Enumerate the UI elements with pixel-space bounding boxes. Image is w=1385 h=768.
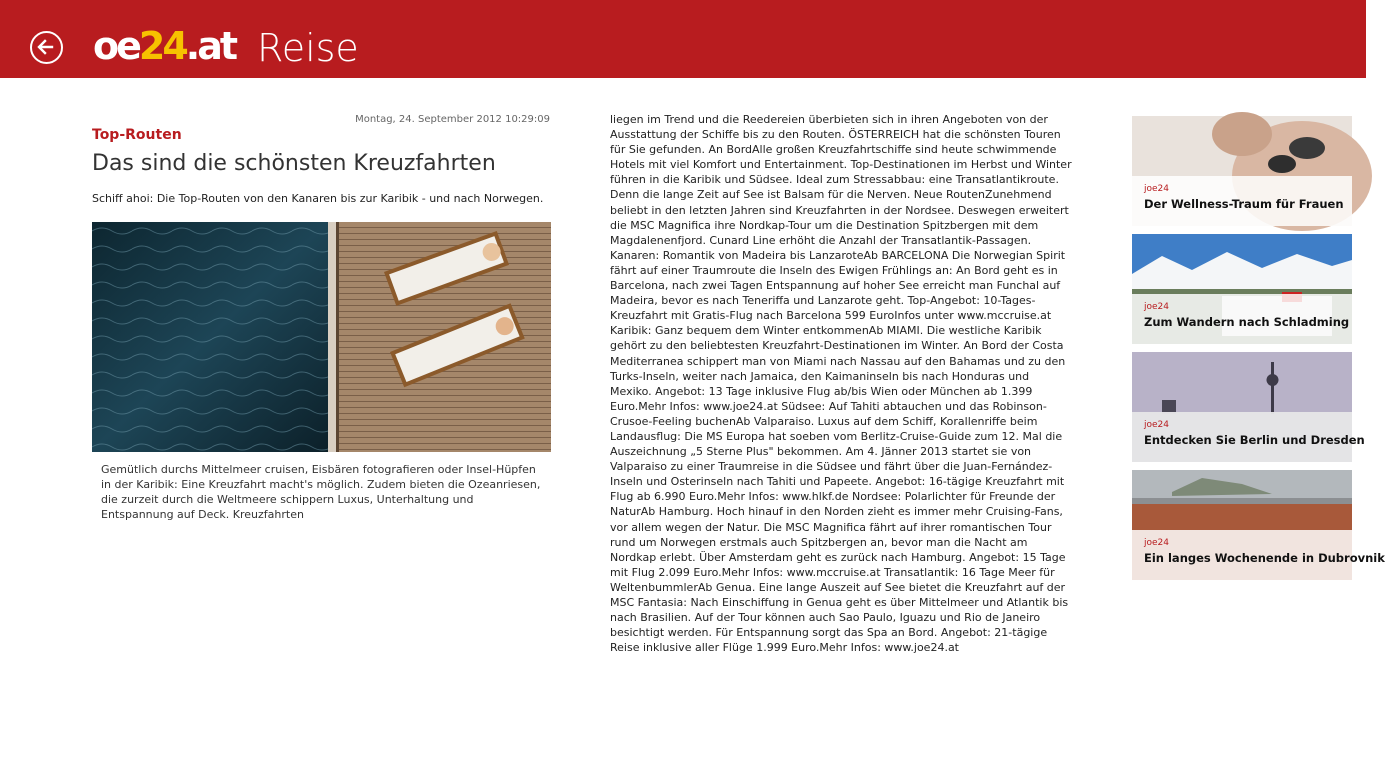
teaser-title: Der Wellness-Traum für Frauen [1144, 197, 1344, 211]
teaser-source: joe24 [1144, 420, 1169, 430]
teaser-title: Zum Wandern nach Schladming [1144, 315, 1350, 329]
teaser-title: Ein langes Wochenende in Dubrovnik [1144, 551, 1385, 565]
article-kicker: Top-Routen [92, 127, 182, 143]
teaser-source: joe24 [1144, 538, 1169, 548]
site-logo[interactable] [93, 22, 235, 70]
article-caption: Gemütlich durchs Mittelmeer cruisen, Eisbären fotografieren oder Insel-Hüpfen in der Karibik: Eine Kreuzfahrt macht's möglich. Zudem bieten die Ozeanriesen, die zurzeit durch die Weltmeere schippern Luxus, Unterhaltung und Entspannung auf Deck. Kreuzfahrten [101, 463, 541, 521]
section-title: Reise [257, 26, 359, 70]
logo-text-oe: oe [93, 24, 139, 68]
teaser-source: joe24 [1144, 184, 1169, 194]
teaser-title: Entdecken Sie Berlin und Dresden [1144, 433, 1365, 447]
teaser-source: joe24 [1144, 302, 1169, 312]
teaser-card-dubrovnik[interactable] [1132, 470, 1385, 580]
teaser-card-schladming[interactable] [1132, 234, 1352, 344]
logo-text-at: .at [185, 24, 236, 68]
article-date: Montag, 24. September 2012 10:29:09 [355, 114, 550, 125]
teaser-card-berlin[interactable] [1132, 352, 1365, 462]
back-button[interactable] [30, 31, 63, 64]
back-arrow-icon [36, 37, 56, 57]
article-body: liegen im Trend und die Reedereien überbieten sich in ihren Angeboten von der Ausstattung der Schiffe bis zu den Routen. ÖSTERREICH hat die schönsten Touren für Sie gefunden. An BordAlle großen Kreuzfahrtschiffe sind heute schwimmende Hotels mit viel Komfort und Entertainment. Top-Destinationen im Herbst und Winter führen in die Karibik und Südsee. Ideal zum Stressabbau: eine Transatlantikroute. Denn die lange Zeit auf See ist Balsam für die Nerven. Neue RoutenZunehmend beliebt in den letzten Jahren sind Kreuzfahrten in der Nordsee. Deswegen erweitert die MSC Magnifica ihre Nordkap-Tour um die Destination Spitzbergen mit dem Magdalenenfjord. Cunard Line erhöht die Anzahl der Transatlantik-Passagen. Kanaren: Romantik von Madeira bis LanzaroteAb BARCELONA Die Norwegian Spirit fährt auf einer Traumroute die Inseln des Ewigen Frühlings an: An Bord geht es in Barcelona, nach zwei Tagen Entspannung auf hoher See erreicht man Funchal auf Madeira, bevor es nach Teneriffa und Lanzarote geht. Top-Angebot: 10-Tages-Kreuzfahrt mit Gratis-Flug nach Barcelona 599 EuroInfos unter www.mccruise.at Karibik: Ganz bequem dem Winter entkommenAb MIAMI. Die westliche Karibik gehört zu den beliebtesten Kreuzfahrt-Destinationen im Winter. An Bord der Costa Mediterranea schippert man von Miami nach Nassau auf den Bahamas und zu den Turks-Inseln, weiter nach Jamaica, den Kaimaninseln bis nach Honduras und Mexiko. Angebot: 13 Tage inklusive Flug ab/bis Wien oder München ab 1.399 Euro.Mehr Infos: www.joe24.at Südsee: Auf Tahiti abtauchen und das Robinson-Crusoe-Feeling buchenAb Valparaiso. Luxus auf dem Schiff, Korallenriffe beim Landausflug: Die MS Europa hat soeben vom Berlitz-Cruise-Guide zum 12. Mal die Auszeichnung „5 Sterne Plus" bekommen. Am 4. Jänner 2013 startet sie von Valparaiso zu einer Traumreise in die Südsee und fährt über die Juan-Fernández-Inseln und Osterinseln nach Tahiti und Papeete. Angebot: 16-tägige Kreuzfahrt mit Flug ab 6.990 Euro.Mehr Infos: www.hlkf.de Nordsee: Polarlichter für Freunde der NaturAb Hamburg. Hoch hinauf in den Norden zieht es immer mehr Cruising-Fans, vor allem wegen der Natur. Die MSC Magnifica fährt auf ihrer romantischen Tour rund um Norwegen erstmals auch Spitzbergen an, bevor man die Nacht am Nordkap erlebt. Über Amsterdam geht es zurück nach Hamburg. Angebot: 15 Tage mit Flug 2.099 Euro.Mehr Infos: www.mccruise.at Transatlantik: 16 Tage Meer für WeltenbummlerAb Genua. Eine lange Auszeit auf See bietet die Kreuzfahrt auf der MSC Fantasia: Nach Einschiffung in Genua geht es über Mittelmeer und Atlantik bis nach Brasilien. Auf der Tour können auch Sao Paulo, Iguazu und Rio de Janeiro besichtigt werden. Für Entspannung sorgt das Spa an Bord. Angebot: 21-tägige Reise inklusive aller Flüge 1.999 Euro.Mehr Infos: www.joe24.at [610, 113, 1072, 655]
article-hero-image [92, 222, 551, 452]
article-headline: Das sind die schönsten Kreuzfahrten [92, 151, 496, 176]
article-lead: Schiff ahoi: Die Top-Routen von den Kanaren bis zur Karibik - und nach Norwegen. [92, 192, 544, 205]
logo-text-24: 24 [138, 24, 186, 68]
app-header [0, 0, 1366, 78]
teaser-card-wellness[interactable] [1132, 116, 1352, 226]
